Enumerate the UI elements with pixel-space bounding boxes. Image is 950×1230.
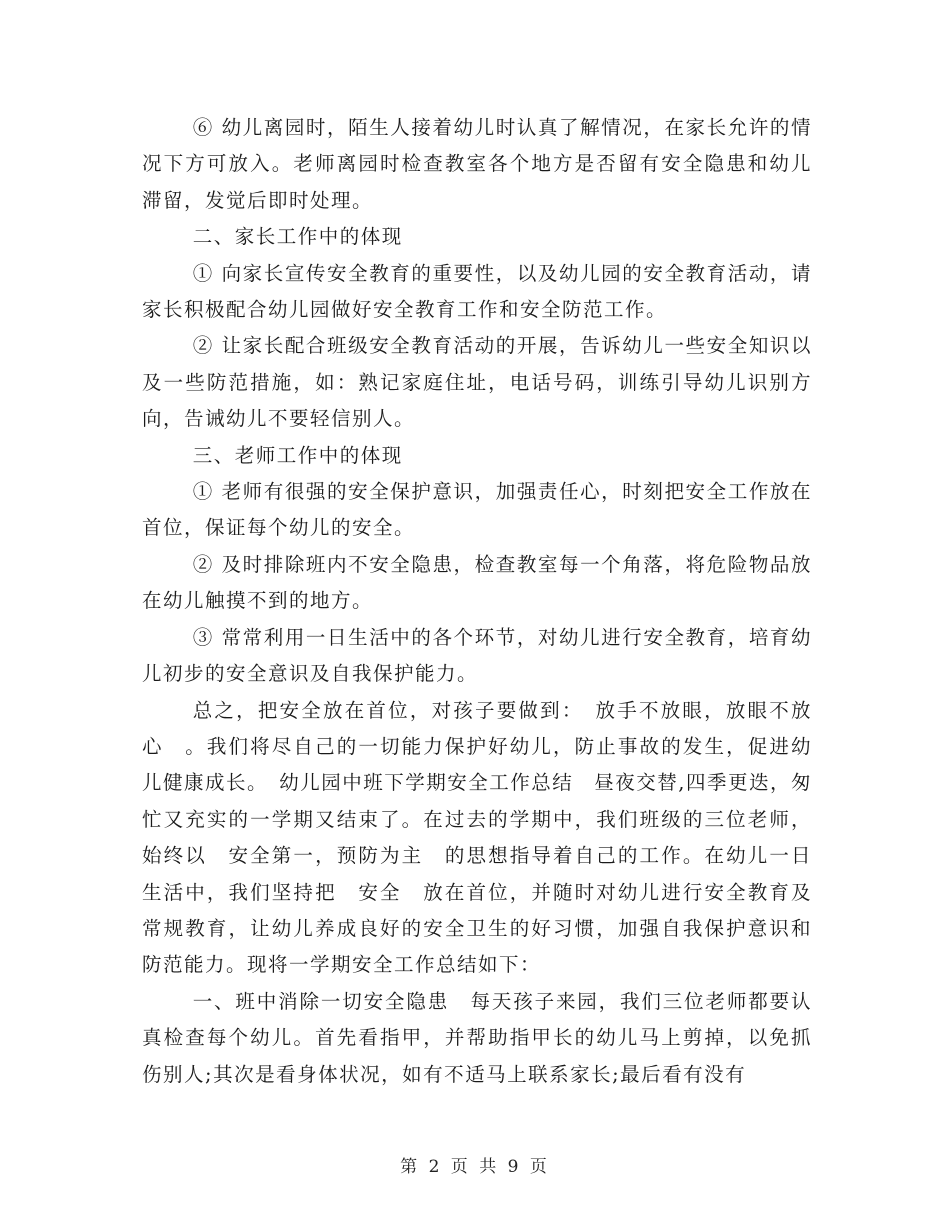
section-heading-parents: 二、家长工作中的体现	[192, 225, 403, 249]
paragraph-hazards: 一、班中消除一切安全隐患 每天孩子来园，我们三位老师都要认真检查每个幼儿。首先看指甲，并帮助指甲长的幼儿马上剪掉，以免抓伤别人;其次是看身体状况，如有不适马上联系家长;最后看有没有	[142, 989, 812, 1086]
paragraph-teachers-1: ① 老师有很强的安全保护意识，加强责任心，时刻把安全工作放在首位，保证每个幼儿的安全。	[142, 480, 812, 540]
paragraph-parents-2: ② 让家长配合班级安全教育活动的开展，告诉幼儿一些安全知识以及一些防范措施，如：熟记家庭住址，电话号码，训练引导幼儿识别方向，告诫幼儿不要轻信别人。	[142, 334, 812, 431]
paragraph-teachers-3: ③ 常常利用一日生活中的各个环节，对幼儿进行安全教育，培育幼儿初步的安全意识及自我保护能力。	[142, 625, 812, 686]
paragraph-item-6-leave: ⑥ 幼儿离园时，陌生人接着幼儿时认真了解情况，在家长允许的情况下方可放入。老师离园时检查教室各个地方是否留有安全隐患和幼儿滞留，发觉后即时处理。	[142, 116, 812, 212]
section-heading-teachers: 三、老师工作中的体现	[192, 443, 403, 467]
paragraph-summary: 总之，把安全放在首位，对孩子要做到： 放手不放眼，放眼不放心 。我们将尽自己的一切能力保护好幼儿，防止事故的发生，促进幼儿健康成长。 幼儿园中班下学期安全工作总结 昼夜交替,四季更迭，匆忙又充实的一学期又结束了。在过去的学期中，我们班级的三位老师，始终以 安全第一，预防为主 的思想指导着自己的工作。在幼儿一日生活中，我们坚持把 安全 放在首位，并随时对幼儿进行安全教育及常规教育，让幼儿养成良好的安全卫生的好习惯，加强自我保护意识和防范能力。现将一学期安全工作总结如下：	[142, 698, 812, 977]
page-footer: 第 2 页 共 9 页	[400, 1157, 550, 1177]
paragraph-parents-1: ① 向家长宣传安全教育的重要性，以及幼儿园的安全教育活动，请家长积极配合幼儿园做好安全教育工作和安全防范工作。	[142, 261, 812, 322]
document-body	[142, 110, 812, 1093]
paragraph-teachers-2: ② 及时排除班内不安全隐患，检查教室每一个角落，将危险物品放在幼儿触摸不到的地方。	[142, 552, 812, 613]
